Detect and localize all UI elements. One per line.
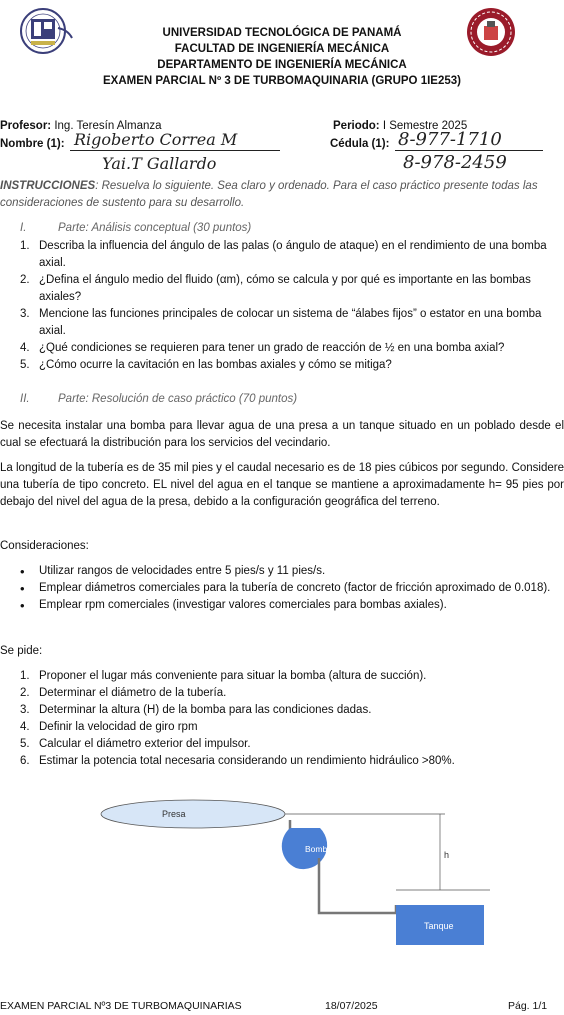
case-paragraph-2: La longitud de la tubería es de 35 mil pies y el caudal necesario es de 18 pies cúbicos por segundo. Considere una tubería de tipo concreto. EL nivel del agua en el tanque se mantiene a aproximadamente h= 95 pies por debajo del nivel del agua de la presa, debido a la configuración geográfica del terreno. xyxy=(0,462,564,508)
periodo-value: I Semestre 2025 xyxy=(382,120,468,132)
cedula-1-handwritten: 8-977-1710 xyxy=(398,129,502,150)
nombre-2-handwritten: Yai.T Gallardo xyxy=(102,154,217,173)
task-1: 1. Proponer el lugar más conveniente para situar la bomba (altura de succión). xyxy=(20,670,427,682)
header-department: DEPARTAMENTO DE INGENIERÍA MECÁNICA xyxy=(157,59,407,71)
cedula-underline xyxy=(395,150,543,151)
tanque-label: Tanque xyxy=(424,921,454,931)
cedula-label: Cédula (1): xyxy=(330,138,390,150)
footer-date: 18/07/2025 xyxy=(325,1000,378,1012)
part1-number: I. xyxy=(20,222,27,234)
nombre-label: Nombre (1): xyxy=(0,138,65,150)
question-3: 3. Mencione las funciones principales de colocar un sistema de “álabes fijos” o estator en una bomba axial. xyxy=(20,308,542,337)
pump-system-diagram xyxy=(100,795,500,945)
footer-page: Pág. 1/1 xyxy=(508,1000,548,1012)
considerations-label: Consideraciones: xyxy=(0,540,89,552)
header-faculty: FACULTAD DE INGENIERÍA MECÁNICA xyxy=(174,43,390,55)
profesor-label: Profesor: xyxy=(0,120,52,132)
presa-shape xyxy=(101,800,285,828)
instructions xyxy=(0,178,564,212)
bomba-label: Bomba xyxy=(305,844,332,854)
h-label: h xyxy=(444,850,450,860)
question-1: 1. Describa la influencia del ángulo de las palas (o ángulo de ataque) en el rendimiento de una bomba axial. xyxy=(20,240,547,269)
presa-label: Presa xyxy=(162,809,186,819)
header-university: UNIVERSIDAD TECNOLÓGICA DE PANAMÁ xyxy=(162,27,402,39)
consideration-3: • Emplear rpm comerciales (investigar valores comerciales para bombas axiales). xyxy=(20,598,447,613)
instructions-text: : Resuelva lo siguiente. Sea claro y ordenado. Para el caso práctico presente todas las consideraciones de sustento para su desarrollo. xyxy=(0,180,538,209)
task-4: 4. Definir la velocidad de giro rpm xyxy=(20,721,198,733)
footer-exam-title: EXAMEN PARCIAL Nº3 DE TURBOMAQUINARIAS xyxy=(0,1000,242,1012)
part1-title: Parte: Análisis conceptual (30 puntos) xyxy=(58,222,252,234)
consideration-2: • Emplear diámetros comerciales para la tubería de concreto (factor de fricción aproximado de 0.018). xyxy=(20,581,551,596)
task-5: 5. Calcular el diámetro exterior del impulsor. xyxy=(20,738,251,750)
instructions-label: INSTRUCCIONES xyxy=(0,180,96,192)
periodo-label: Periodo: xyxy=(333,120,380,132)
task-6: 6. Estimar la potencia total necesaria considerando un rendimiento hidráulico >80%. xyxy=(20,755,455,767)
se-pide-label: Se pide: xyxy=(0,645,43,657)
discharge-pipe xyxy=(319,858,396,913)
case-paragraph-1: Se necesita instalar una bomba para llevar agua de una presa a un tanque situado en un poblado desde el cual se efectuará la distribución para los servicios del vecindario. xyxy=(0,420,564,449)
header-exam-title: EXAMEN PARCIAL Nº 3 DE TURBOMAQUINARIA (GRUPO 1IE253) xyxy=(103,75,461,87)
cedula-2-handwritten: 8-978-2459 xyxy=(403,152,507,173)
question-5: 5. ¿Cómo ocurre la cavitación en las bombas axiales y cómo se mitiga? xyxy=(20,359,392,371)
consideration-1: • Utilizar rangos de velocidades entre 5 pies/s y 11 pies/s. xyxy=(20,564,326,579)
question-2: 2. ¿Defina el ángulo medio del fluido (αm), cómo se calcula y por qué es importante en las bombas axiales? xyxy=(20,274,531,303)
considerations-list xyxy=(0,563,564,614)
task-2: 2. Determinar el diámetro de la tubería. xyxy=(20,687,227,699)
question-4: 4. ¿Qué condiciones se requieren para tener un grado de reacción de ½ en una bomba axial? xyxy=(20,342,505,354)
part2-title: Parte: Resolución de caso práctico (70 puntos) xyxy=(58,393,298,405)
part2-number: II. xyxy=(20,393,30,405)
nombre-1-handwritten: Rigoberto Correa M xyxy=(74,130,238,149)
tasks-list xyxy=(0,668,564,770)
profesor-value: Ing. Teresín Almanza xyxy=(54,120,162,132)
part1-question-list xyxy=(0,238,564,374)
task-3: 3. Determinar la altura (H) de la bomba para las condiciones dadas. xyxy=(20,704,372,716)
nombre-underline xyxy=(70,150,280,151)
